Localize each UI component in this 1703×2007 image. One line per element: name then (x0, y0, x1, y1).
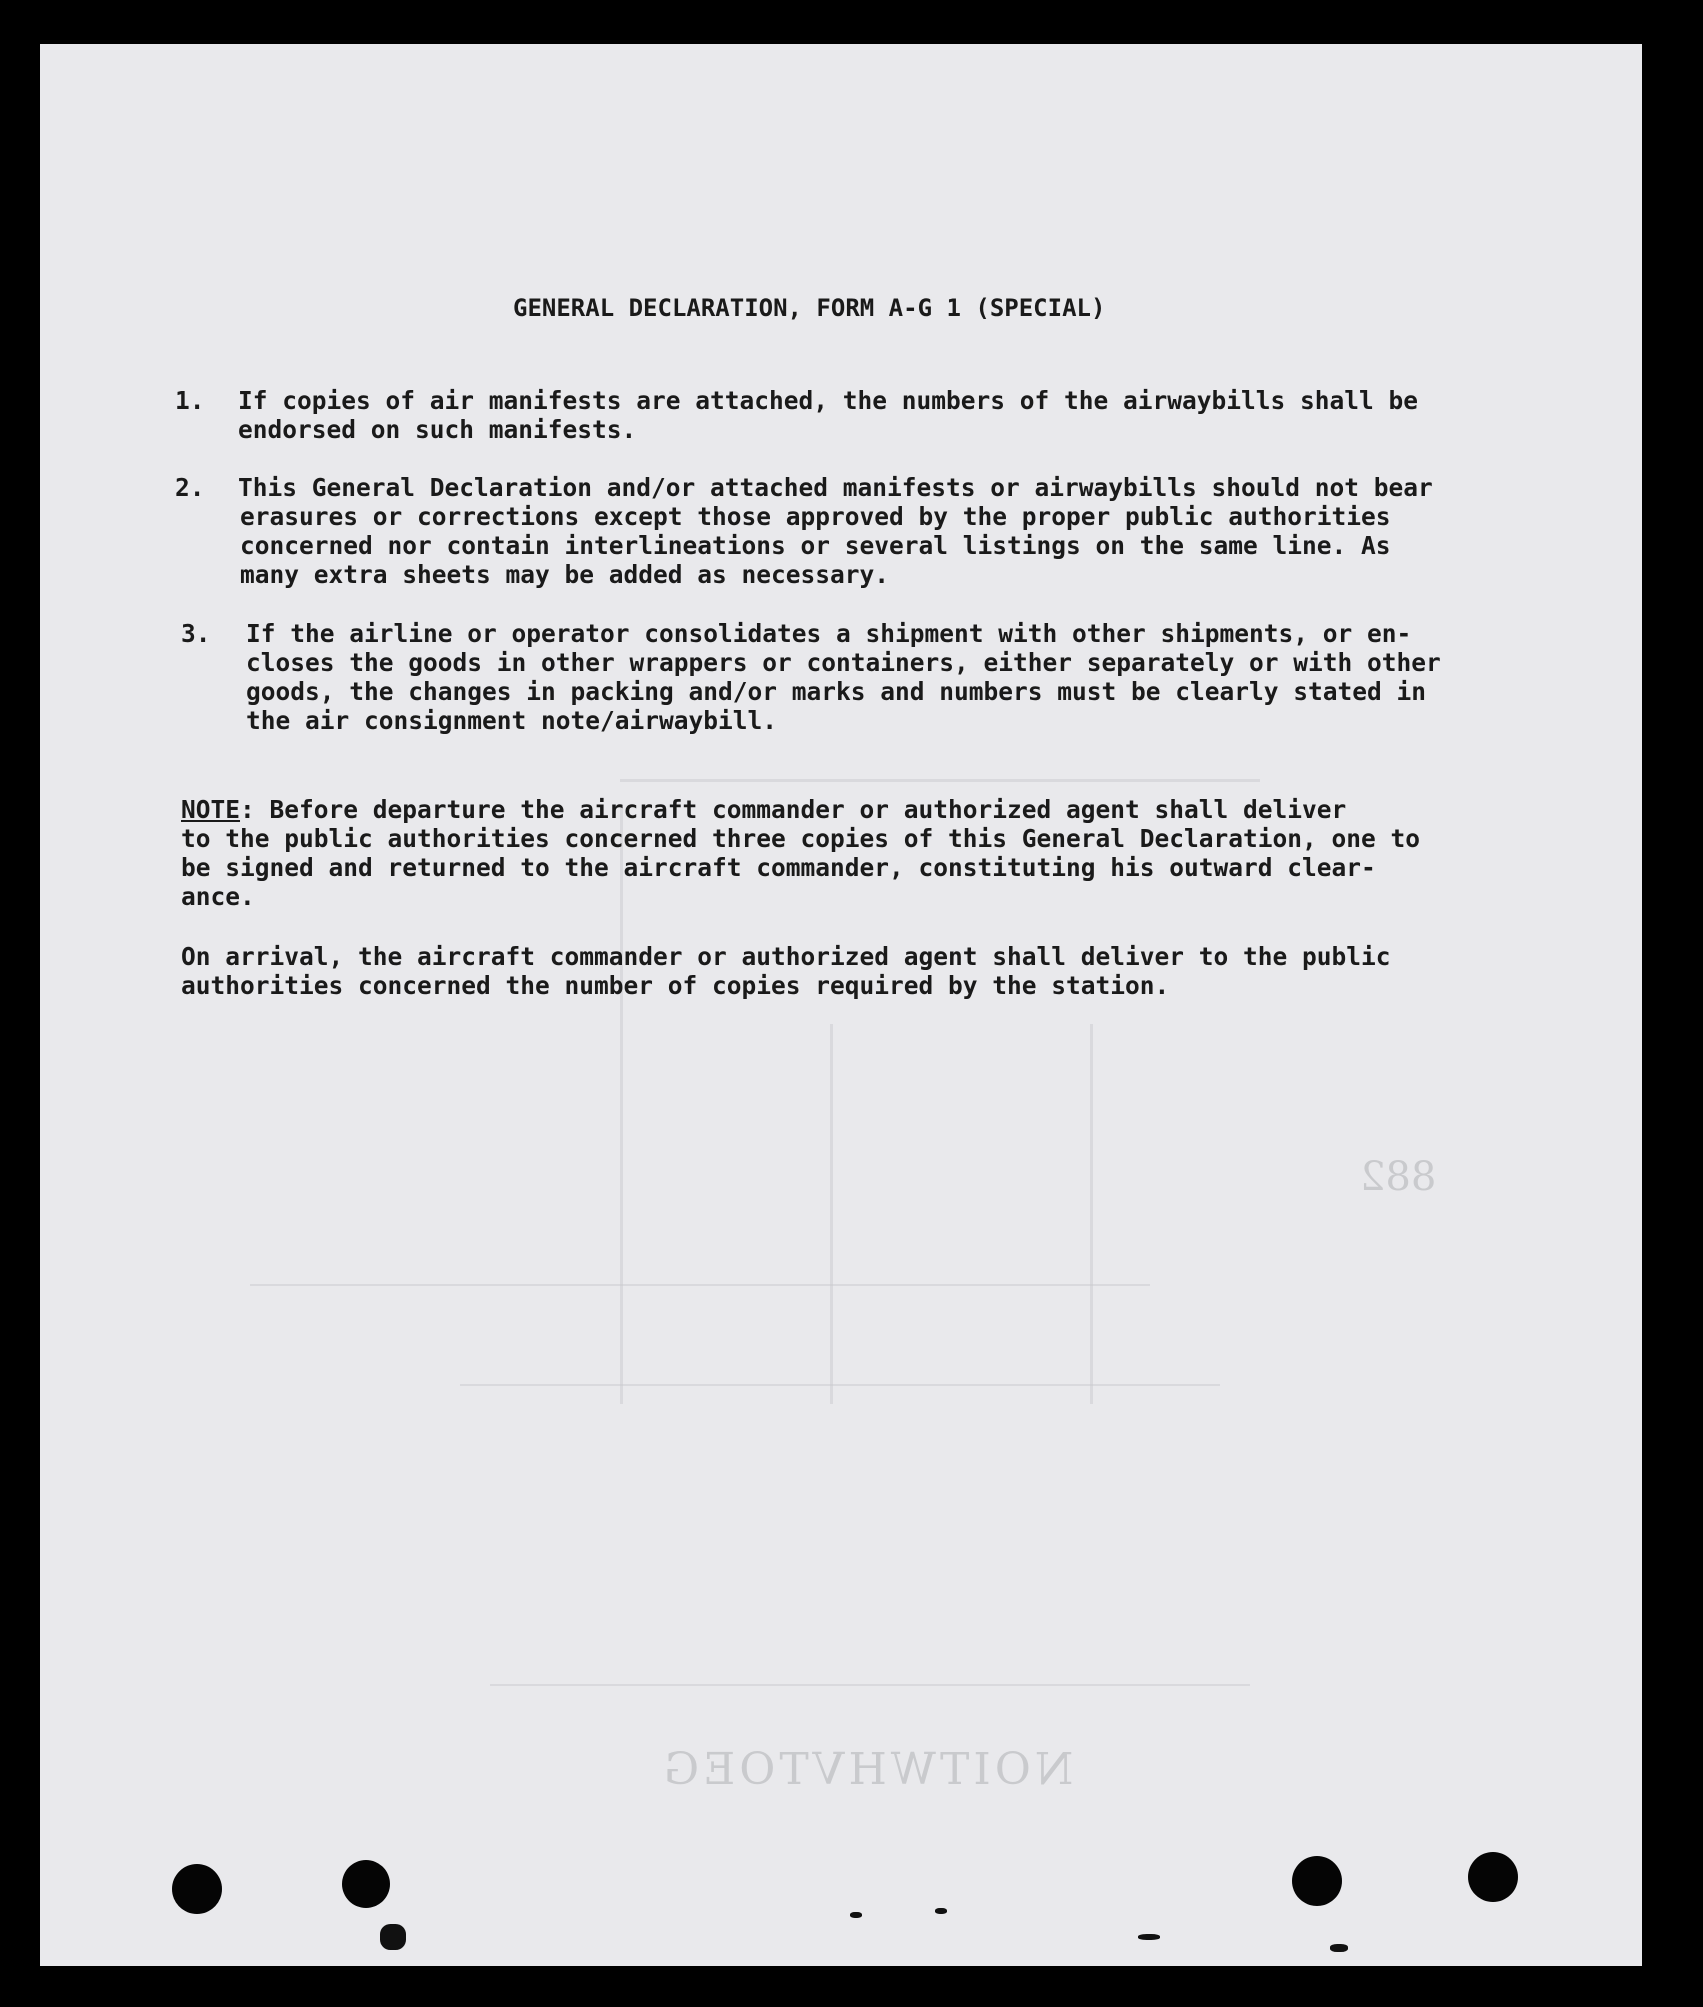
scan-speck (1330, 1944, 1348, 1952)
item-number: 3. (181, 619, 211, 648)
punch-hole (1468, 1852, 1518, 1902)
item-number: 1. (175, 386, 205, 415)
item-line: endorsed on such manifests. (238, 415, 637, 444)
bleed-through-stamp: 882 (1360, 1154, 1437, 1200)
punch-hole (342, 1860, 390, 1908)
note-label: NOTE (181, 795, 241, 824)
paper-sheet (40, 44, 1642, 1966)
item-line: closes the goods in other wrappers or containers, either separately or with other (246, 648, 1441, 677)
punch-hole (1292, 1856, 1342, 1906)
item-line: This General Declaration and/or attached manifests or airwaybills should not bear (238, 473, 1433, 502)
note-line: be signed and returned to the aircraft commander, constituting his outward clear- (181, 853, 1376, 882)
bleed-through-line (490, 1684, 1250, 1686)
arrival-line: authorities concerned the number of copies required by the station. (181, 971, 1170, 1000)
item-line: erasures or corrections except those approved by the proper public authorities (240, 502, 1391, 531)
punch-hole (172, 1864, 222, 1914)
item-line: goods, the changes in packing and/or marks and numbers must be clearly stated in (246, 677, 1427, 706)
note-line: to the public authorities concerned three copies of this General Declaration, one to (181, 824, 1421, 853)
bleed-through-line (620, 804, 623, 1404)
bleed-through-line (250, 1284, 1150, 1286)
bleed-through-line (620, 779, 1260, 782)
bleed-through-text: NOITWHVTOEG (660, 1744, 1074, 1795)
scan-speck (1138, 1934, 1160, 1940)
item-line: the air consignment note/airwaybill. (246, 706, 778, 735)
item-line: If copies of air manifests are attached, the numbers of the airwaybills shall be (238, 386, 1419, 415)
scan-speck (850, 1912, 862, 1918)
arrival-line: On arrival, the aircraft commander or authorized agent shall deliver to the public (181, 942, 1391, 971)
bleed-through-line (460, 1384, 1220, 1386)
note-first-line-text: : Before departure the aircraft commander or authorized agent shall deliver (240, 795, 1347, 824)
item-line: many extra sheets may be added as necessary. (240, 560, 890, 589)
item-number: 2. (175, 473, 205, 502)
bleed-through-line (830, 1024, 833, 1404)
note-line: ance. (181, 882, 255, 911)
scan-speck (380, 1924, 406, 1950)
note-first-line (181, 795, 1346, 824)
item-line: concerned nor contain interlineations or several listings on the same line. As (240, 531, 1391, 560)
document-title: GENERAL DECLARATION, FORM A-G 1 (SPECIAL) (513, 294, 1106, 322)
scan-speck (935, 1908, 947, 1914)
item-line: If the airline or operator consolidates a shipment with other shipments, or en- (246, 619, 1412, 648)
bleed-through-line (1090, 1024, 1093, 1404)
